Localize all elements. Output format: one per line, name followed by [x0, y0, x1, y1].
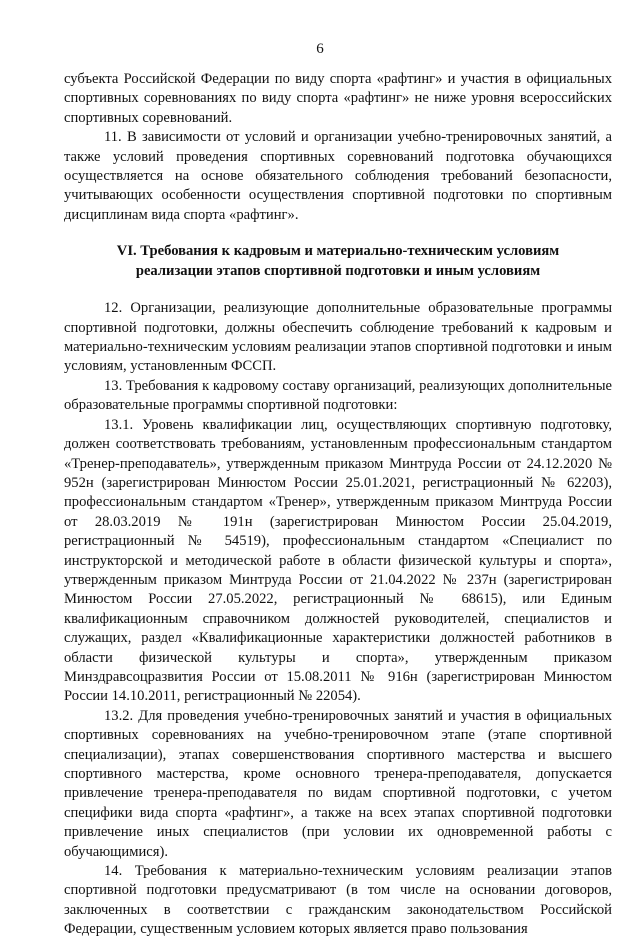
- section-heading: [64, 241, 612, 281]
- section-heading-line-1: VI. Требования к кадровым и материально-техническим условиям: [116, 243, 560, 260]
- paragraph-13-1: 13.1. Уровень квалификации лиц, осуществляющих спортивную подготовку, должен соответствовать требованиям, установленным профессиональным стандартом «Тренер-преподаватель», утвержденным приказом Минтруда России от 24.12.2020 № 952н (зарегистрирован Минюстом России 25.01.2021, регистрационный № 62203), профессиональным стандартом «Тренер», утвержденным приказом Минтруда России от 28.03.2019 № 191н (зарегистрирован Минюстом России 25.04.2019, регистрационный № 54519), профессиональным стандартом «Специалист по инструкторской и методической работе в области физической культуры и спорта», утвержденным приказом Минтруда России от 21.04.2022 № 237н (зарегистрирован Минюстом России 27.05.2022, регистрационный № 68615), или Единым квалификационным справочником должностей руководителей, специалистов и служащих, раздел «Квалификационные характеристики должностей работников в области физической культуры и спорта», утвержденным приказом Минздравсоцразвития России от 15.08.2011 № 916н (зарегистрирован Минюстом России 14.10.2011, регистрационный № 22054).: [64, 416, 612, 705]
- paragraph-13-2: 13.2. Для проведения учебно-тренировочных занятий и участия в официальных спортивных соревнованиях на учебно-тренировочном этапе (этапе спортивной специализации), этапах совершенствования спортивного мастерства и высшего спортивного мастерства, кроме основного тренера-преподавателя, допускается привлечение тренера-преподавателя по видам спортивной подготовки, с учетом специфики вида спорта «рафтинг», а также на всех этапах спортивной подготовки привлечение иных специалистов (при условии их одновременной работы с обучающимися).: [64, 707, 612, 860]
- paragraph-12: 12. Организации, реализующие дополнительные образовательные программы спортивной подготовки, должны обеспечить соблюдение требований к кадровым и материально-техническим условиям реализации этапов спортивной подготовки и иным условиям, установленным ФССП.: [64, 300, 612, 375]
- paragraph-continuation: субъекта Российской Федерации по виду спорта «рафтинг» и участия в официальных спортивных соревнованиях по виду спорта «рафтинг» не ниже уровня всероссийских спортивных соревнований.: [64, 71, 612, 126]
- paragraph-13: 13. Требования к кадровому составу организаций, реализующих дополнительные образовательные программы спортивной подготовки:: [64, 377, 612, 414]
- section-heading-line-2: реализации этапов спортивной подготовки и иным условиям: [135, 263, 541, 280]
- page-number: 6: [316, 41, 324, 57]
- document-body: [64, 70, 612, 940]
- paragraph-14: 14. Требования к материально-техническим условиям реализации этапов спортивной подготовки предусматривают (в том числе на основании договоров, заключенных в соответствии с гражданским законодательством Российской Федерации, существенным условием которых является право пользования: [64, 863, 612, 938]
- paragraph-11: 11. В зависимости от условий и организации учебно-тренировочных занятий, а также условий проведения спортивных соревнований подготовка обучающихся осуществляется на основе обязательного соблюдения требований безопасности, учитывающих особенности осуществления спортивной подготовки по спортивным дисциплинам вида спорта «рафтинг».: [64, 129, 612, 223]
